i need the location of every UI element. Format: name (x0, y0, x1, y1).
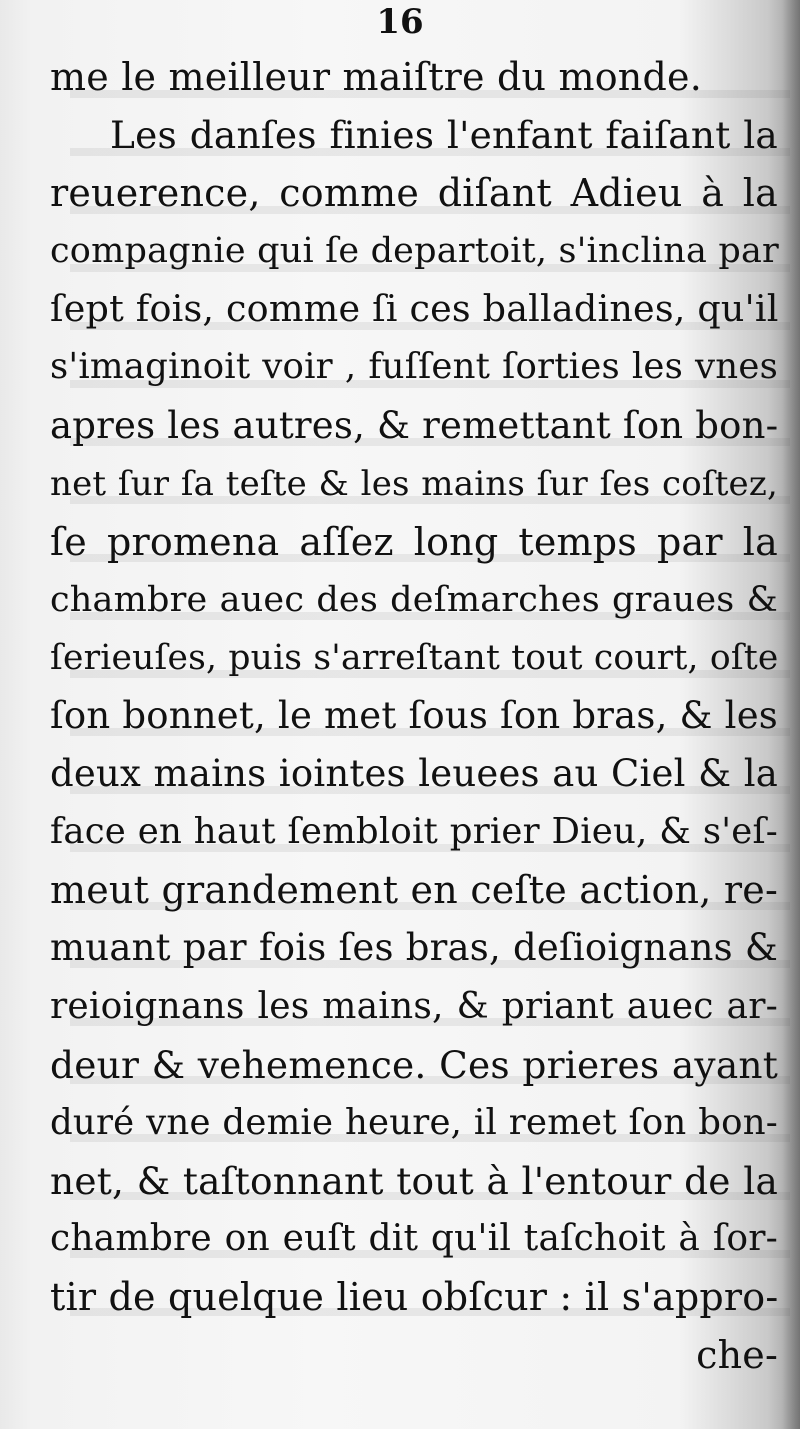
page-number: 16 (376, 2, 424, 42)
text-line: apres les autres, & remettant ſon bon- (50, 403, 779, 447)
text-line: reuerence, comme diſant Adieu à la (50, 171, 778, 216)
text-line: duré vne demie heure, il remet ſon bon- (50, 1101, 778, 1143)
text-line: chambre auec des deſmarches graues & (50, 579, 778, 620)
text-line: muant par fois ſes bras, deſioignans & (50, 926, 778, 970)
text-line: Les danſes finies l'enfant faiſant la (110, 113, 778, 158)
text-line: ſon bonnet, le met ſous ſon bras, & les (50, 694, 778, 738)
text-line: deur & vehemence. Ces prieres ayant (50, 1042, 778, 1087)
text-line: me le meilleur maiſtre du monde. (50, 55, 702, 99)
text-line: ſerieuſes, puis s'arreſtant tout court, oſte (50, 637, 779, 678)
text-line: tir de quelque lieu obſcur : il s'appro- (50, 1274, 779, 1319)
text-line: chambre on euſt dit qu'il taſchoit à ſor- (50, 1217, 778, 1259)
text-line: reioignans les mains, & priant auec ar- (50, 985, 778, 1027)
text-line: ſept fois, comme ſi ces balladines, qu'il (50, 287, 779, 331)
page-body-text (50, 48, 778, 1384)
text-line: meut grandement en ceſte action, re- (50, 868, 778, 913)
page-gutter-shadow (782, 0, 800, 1429)
text-line: net, & taſtonnant tout à l'entour de la (50, 1158, 778, 1203)
text-line: deux mains iointes leuees au Ciel & la (50, 752, 778, 796)
text-line: compagnie qui ſe departoit, s'inclina par (50, 231, 779, 272)
text-line: ſe promena aſſez long temps par la (50, 519, 778, 564)
catchword: che- (696, 1333, 778, 1378)
text-line: face en haut ſembloit prier Dieu, & s'eſ- (50, 811, 778, 853)
text-line: s'imaginoit voir , fuſſent ſorties les vnes (50, 346, 778, 388)
text-line: net ſur ſa teſte & les mains ſur ſes coſtez, (50, 463, 778, 504)
